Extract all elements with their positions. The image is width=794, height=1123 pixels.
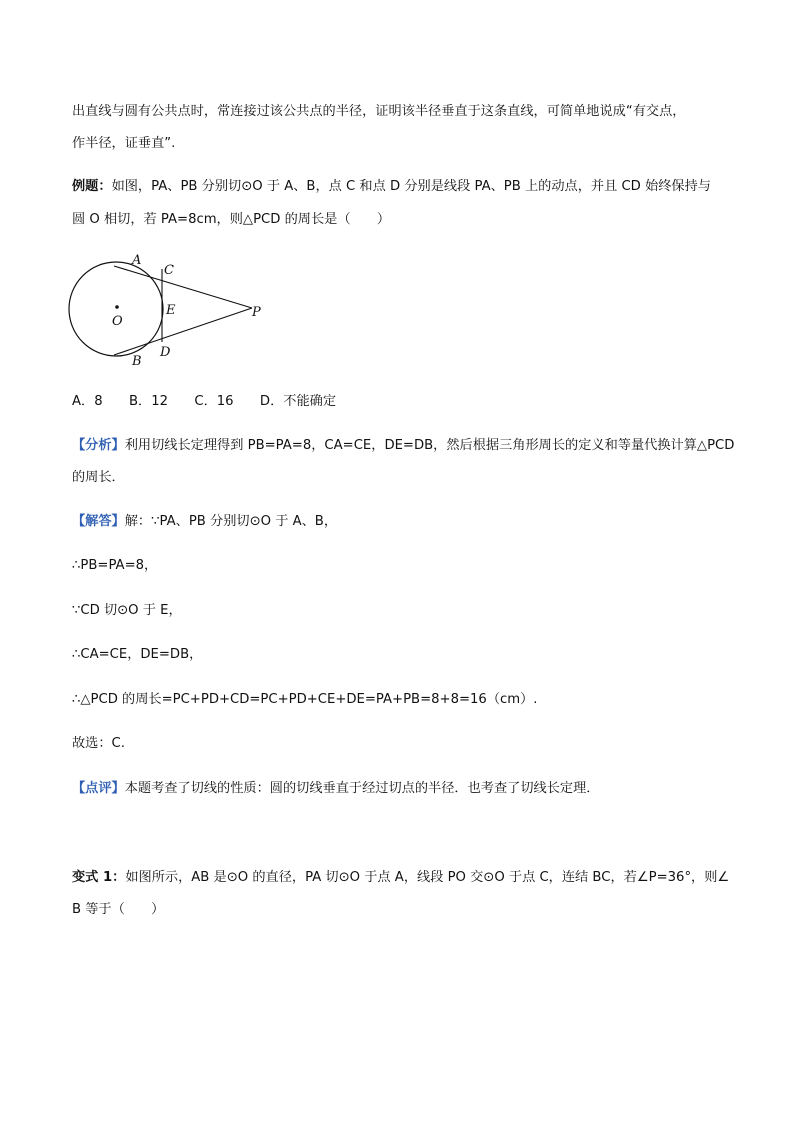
- label-c: C: [164, 263, 174, 278]
- center-point: [115, 305, 119, 309]
- solution-step-4: ∴△PCD 的周长=PC+PD+CD=PC+PD+CE+DE=PA+PB=8+8=16（cm）.: [72, 692, 538, 707]
- variant-text-1: 如图所示，AB 是⊙O 的直径，PA 切⊙O 于点 A，线段 PO 交⊙O 于点 C，连结 BC，若∠P=36°，则∠: [125, 870, 730, 885]
- label-a: A: [132, 253, 142, 268]
- solution-label: 【解答】: [72, 514, 125, 529]
- analysis-line-1: [72, 437, 734, 455]
- label-b: B: [132, 354, 142, 369]
- example-label: 例题：: [72, 179, 112, 194]
- comment-label: 【点评】: [72, 781, 125, 796]
- variant-label: 变式 1：: [72, 870, 126, 885]
- analysis-line-2: 的周长．: [72, 470, 125, 485]
- geometry-figure: [66, 250, 276, 370]
- example-text-1: 如图，PA、PB 分别切⊙O 于 A、B，点 C 和点 D 分别是线段 PA、PB 上的动点，并且 CD 始终保持与: [111, 179, 711, 194]
- comment-line: [72, 780, 600, 798]
- options: A．8 B．12 C．16 D．不能确定: [72, 394, 337, 409]
- tangent-pb: [114, 308, 252, 355]
- label-o: O: [112, 314, 123, 329]
- solution-line-1: [72, 513, 337, 531]
- variant-line-1: [72, 869, 729, 887]
- label-d: D: [160, 345, 171, 360]
- label-e: E: [166, 303, 176, 318]
- analysis-text-1: 利用切线长定理得到 PB=PA=8，CA=CE，DE=DB，然后根据三角形周长的定义和等量代换计算△PCD: [124, 438, 735, 453]
- solution-step-5: 故选：C.: [72, 736, 125, 751]
- variant-line-2: B 等于（ ）: [72, 902, 165, 917]
- solution-step-2: ∵CD 切⊙O 于 E，: [72, 603, 182, 618]
- example-line-1: [72, 178, 711, 196]
- example-line-2: 圆 O 相切，若 PA=8cm，则△PCD 的周长是（ ）: [72, 212, 391, 227]
- analysis-label: 【分析】: [72, 438, 125, 453]
- intro-line-1: 出直线与圆有公共点时，常连接过该公共点的半径，证明该半径垂直于这条直线，可简单地说成“有交点，: [72, 104, 686, 119]
- solution-step-1: ∴PB=PA=8，: [72, 558, 158, 573]
- comment-text: 本题考查了切线的性质：圆的切线垂直于经过切点的半径．也考查了切线长定理．: [124, 781, 600, 796]
- intro-line-2: 作半径，证垂直”.: [72, 136, 176, 151]
- solution-step-3: ∴CA=CE，DE=DB，: [72, 647, 203, 662]
- label-p: P: [252, 305, 261, 320]
- solution-text-1: 解：∵PA、PB 分别切⊙O 于 A、B，: [124, 514, 338, 529]
- tangent-pa: [114, 266, 252, 308]
